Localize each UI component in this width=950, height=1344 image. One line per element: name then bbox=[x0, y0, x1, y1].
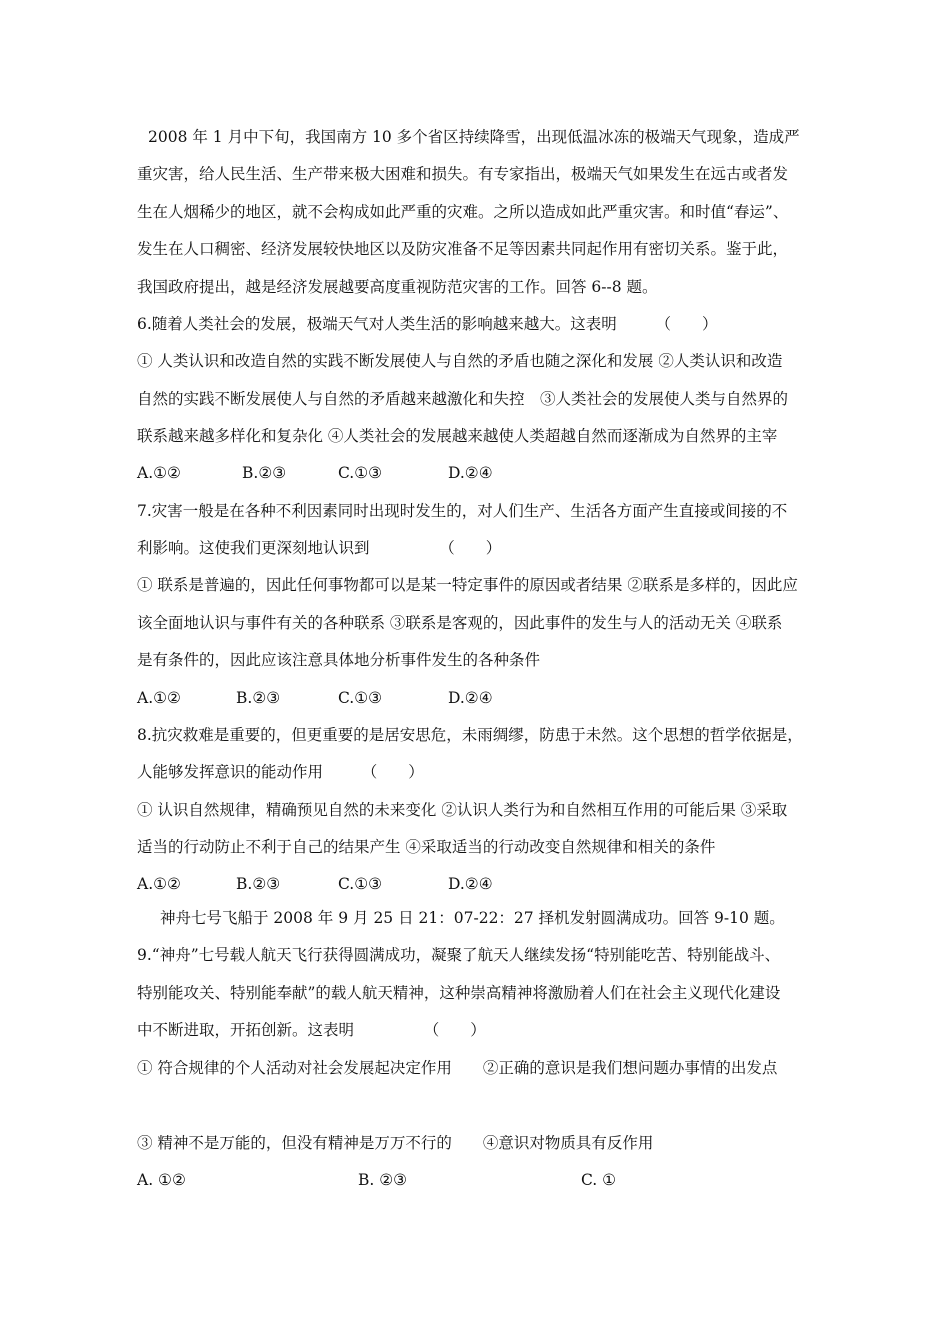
q9-stem-line-3: 中不断进取，开拓创新。这表明 （ ） bbox=[137, 1021, 486, 1039]
intro-line-5: 我国政府提出，越是经济发展越要高度重视防范灾害的工作。回答 6--8 题。 bbox=[137, 278, 658, 296]
q9-option-b: B. ②③ bbox=[358, 1171, 408, 1189]
q8-option-b: B.②③ bbox=[236, 875, 281, 893]
q6-statement-line: ① 人类认识和改造自然的实践不断发展使人与自然的矛盾也随之深化和发展 ②人类认识和改造 bbox=[137, 352, 783, 370]
q8-option-d: D.②④ bbox=[448, 875, 493, 893]
q6-statement-line: 自然的实践不断发展使人与自然的矛盾越来越激化和失控 ③人类社会的发展使人类与自然界的 bbox=[137, 390, 789, 408]
q9-option-c: C. ① bbox=[581, 1171, 617, 1189]
q9-stem-line-1: 9.“神舟”七号载人航天飞行获得圆满成功，凝聚了航天人继续发扬“特别能吃苦、特别能战斗、 bbox=[137, 946, 781, 964]
q8-statement-line: ① 认识自然规律，精确预见自然的未来变化 ②认识人类行为和自然相互作用的可能后果 ③采取 bbox=[137, 801, 788, 819]
intro-line-1: 2008 年 1 月中下旬，我国南方 10 多个省区持续降雪，出现低温冰冻的极端天气现象，造成严 bbox=[148, 128, 800, 146]
q6-option-d: D.②④ bbox=[448, 464, 493, 482]
q7-stem-line-2: 利影响。这使我们更深刻地认识到 （ ） bbox=[137, 539, 502, 557]
q7-statement-line: ① 联系是普遍的，因此任何事物都可以是某一特定事件的原因或者结果 ②联系是多样的，因此应 bbox=[137, 576, 798, 594]
q8-stem-line-2: 人能够发挥意识的能动作用 （ ） bbox=[137, 763, 424, 781]
intro-line-2: 重灾害，给人民生活、生产带来极大困难和损失。有专家指出，极端天气如果发生在远古或者发 bbox=[137, 165, 789, 183]
shenzhou-intro: 神舟七号飞船于 2008 年 9 月 25 日 21：07-22：27 择机发射圆满成功。回答 9-10 题。 bbox=[160, 909, 785, 927]
q7-option-a: A.①② bbox=[137, 689, 181, 707]
q7-stem-line-1: 7.灾害一般是在各种不利因素同时出现时发生的，对人们生产、生活各方面产生直接或间接的不 bbox=[137, 502, 788, 520]
q6-option-c: C.①③ bbox=[338, 464, 383, 482]
q9-options bbox=[137, 1170, 817, 1190]
q6-statement-line: 联系越来越多样化和复杂化 ④人类社会的发展越来越使人类超越自然而逐渐成为自然界的主宰 bbox=[137, 427, 778, 445]
q9-stem-line-2: 特别能攻关、特别能奉献”的载人航天精神，这种崇高精神将激励着人们在社会主义现代化建设 bbox=[137, 984, 781, 1002]
q6-option-a: A.①② bbox=[137, 464, 181, 482]
q6-stem: 6.随着人类社会的发展，极端天气对人类生活的影响越来越大。这表明 （ ） bbox=[137, 315, 718, 333]
intro-line-4: 发生在人口稠密、经济发展较快地区以及防灾准备不足等因素共同起作用有密切关系。鉴于此， bbox=[137, 240, 789, 258]
q6-option-b: B.②③ bbox=[242, 464, 287, 482]
q8-option-a: A.①② bbox=[137, 875, 181, 893]
q7-option-b: B.②③ bbox=[236, 689, 281, 707]
q9-option-a: A. ①② bbox=[137, 1171, 186, 1189]
q7-statement-line: 是有条件的，因此应该注意具体地分析事件发生的各种条件 bbox=[137, 651, 541, 669]
q9-statement-line: ③ 精神不是万能的，但没有精神是万万不行的 ④意识对物质具有反作用 bbox=[137, 1134, 654, 1152]
intro-line-3: 生在人烟稀少的地区，就不会构成如此严重的灾难。之所以造成如此严重灾害。和时值“春运”、 bbox=[137, 203, 789, 221]
q6-options bbox=[137, 463, 817, 483]
q8-stem-line-1: 8.抗灾救难是重要的，但更重要的是居安思危，未雨绸缪，防患于未然。这个思想的哲学依据是， bbox=[137, 726, 803, 744]
q8-statement-line: 适当的行动防止不利于自己的结果产生 ④采取适当的行动改变自然规律和相关的条件 bbox=[137, 838, 716, 856]
q9-statement-line: ① 符合规律的个人活动对社会发展起决定作用 ②正确的意识是我们想问题办事情的出发点 bbox=[137, 1059, 778, 1077]
q8-option-c: C.①③ bbox=[338, 875, 383, 893]
q7-statement-line: 该全面地认识与事件有关的各种联系 ③联系是客观的，因此事件的发生与人的活动无关 ④联系 bbox=[137, 614, 783, 632]
q7-option-c: C.①③ bbox=[338, 689, 383, 707]
q7-options bbox=[137, 688, 817, 708]
q7-option-d: D.②④ bbox=[448, 689, 493, 707]
q8-options bbox=[137, 874, 817, 894]
